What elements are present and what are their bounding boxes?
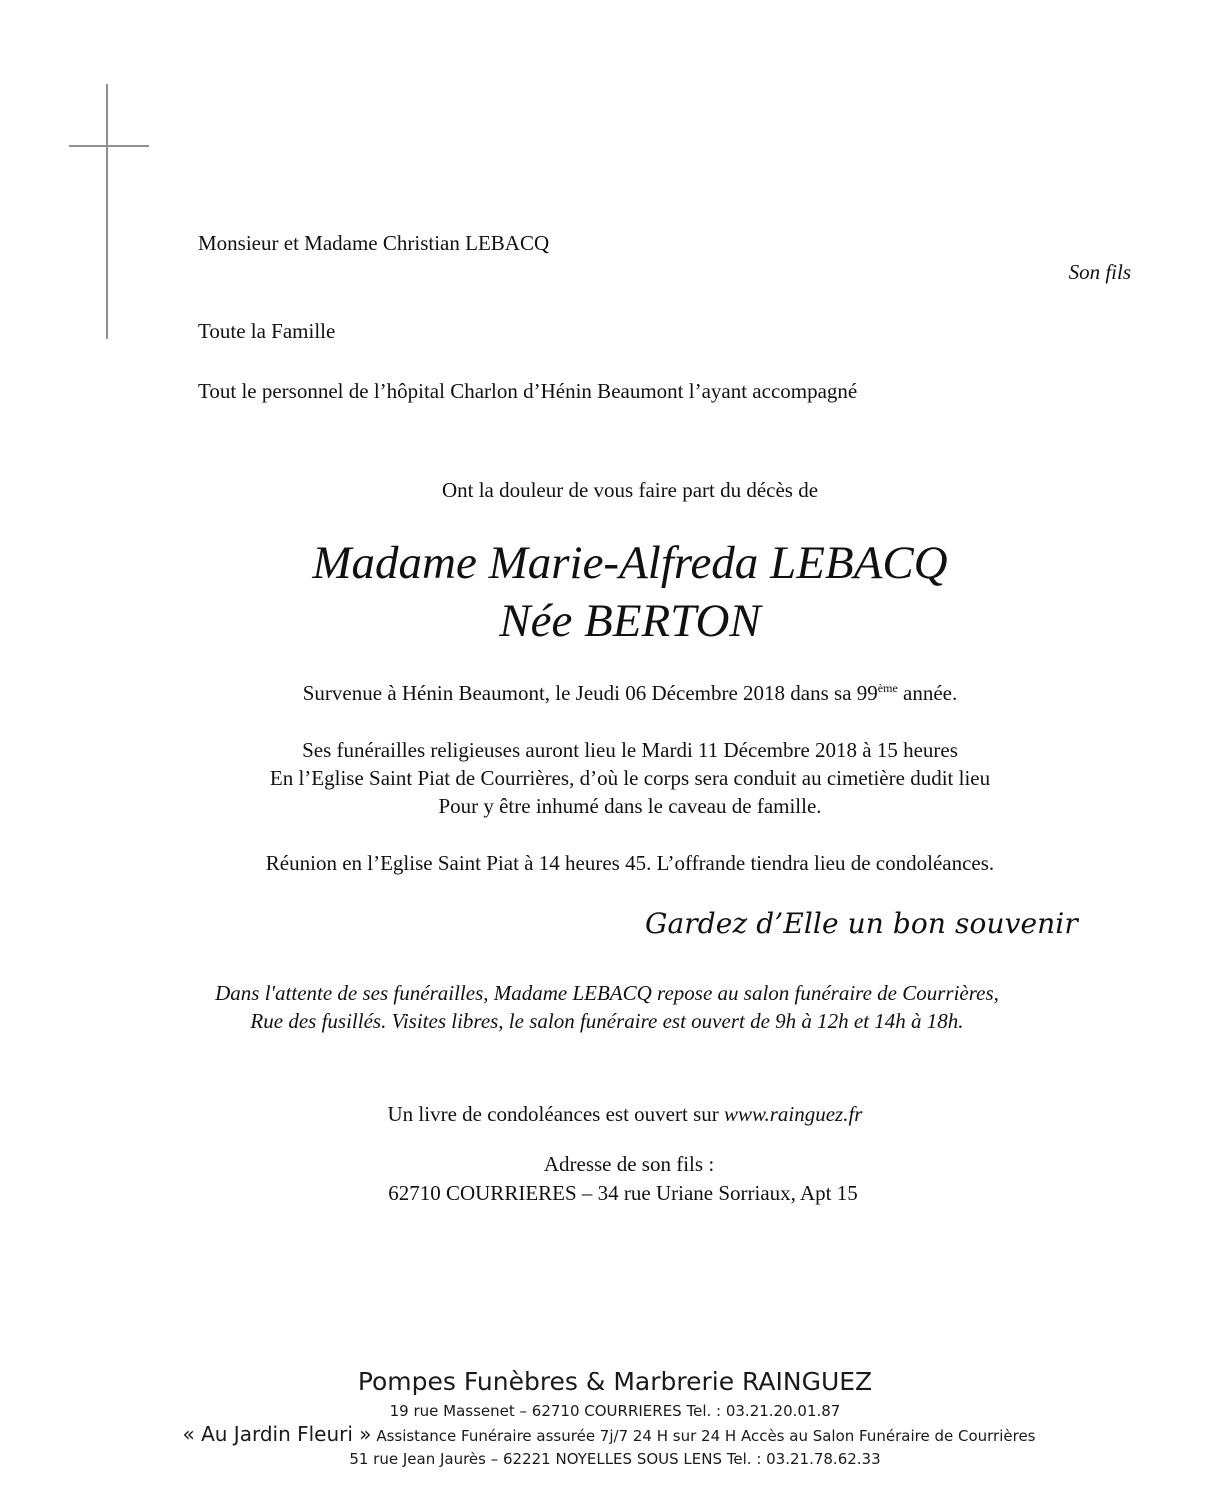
death-details-prefix: Survenue à Hénin Beaumont, le Jeudi 06 Décembre 2018 dans sa 99: [302, 681, 878, 705]
all-family-line: Toute la Famille: [198, 319, 336, 343]
condolences-prefix: Un livre de condoléances est ouvert sur: [387, 1102, 724, 1126]
death-details-suffix: année.: [897, 681, 958, 705]
visitation-line-2: Rue des fusillés. Visites libres, le salon funéraire est ouvert de 9h à 12h et 14h à 18h.: [250, 1009, 964, 1033]
maiden-name: Née BERTON: [499, 595, 761, 647]
meeting-line: Réunion en l’Eglise Saint Piat à 14 heures 45. L’offrande tiendra lieu de condoléances.: [265, 851, 995, 875]
jardin-fleuri-label: « Au Jardin Fleuri »: [182, 1422, 372, 1446]
deceased-name: Madame Marie-Alfreda LEBACQ: [312, 537, 948, 589]
condolences-website: www.rainguez.fr: [724, 1102, 863, 1126]
family-role: Son fils: [1068, 260, 1131, 284]
condolences-line: [18, 1101, 1214, 1127]
funeral-line-2: En l’Eglise Saint Piat de Courrières, d’où le corps sera conduit au cimetière dudit lieu: [269, 766, 991, 790]
cross-horizontal-line: [69, 145, 149, 147]
funeral-home-address-1: 19 rue Massenet – 62710 COURRIERES Tel. : 03.21.20.01.87: [389, 1402, 841, 1420]
funeral-home-company: Pompes Funèbres & Marbrerie RAINGUEZ: [357, 1367, 873, 1396]
death-details-line: [0, 680, 1214, 706]
visitation-line-1: Dans l'attente de ses funérailles, Madame LEBACQ repose au salon funéraire de Courrières,: [215, 981, 999, 1005]
cross-vertical-line: [106, 84, 108, 339]
funeral-line-3: Pour y être inhumé dans le caveau de famille.: [438, 794, 822, 818]
funeral-home-address-2: 51 rue Jean Jaurès – 62221 NOYELLES SOUS LENS Tel. : 03.21.78.62.33: [349, 1450, 881, 1468]
address-label: Adresse de son fils :: [543, 1152, 715, 1176]
memory-phrase: Gardez d’Elle un bon souvenir: [645, 907, 1078, 940]
funeral-home-services: Assistance Funéraire assurée 7j/7 24 H sur 24 H Accès au Salon Funéraire de Courrières: [376, 1427, 1036, 1445]
hospital-staff-line: Tout le personnel de l’hôpital Charlon d’Hénin Beaumont l’ayant accompagné: [198, 379, 858, 403]
funeral-line-1: Ses funérailles religieuses auront lieu le Mardi 11 Décembre 2018 à 15 heures: [302, 738, 958, 762]
family-line: Monsieur et Madame Christian LEBACQ: [198, 231, 550, 255]
announcement-intro: Ont la douleur de vous faire part du décès de: [441, 478, 819, 502]
death-details-superscript: ème: [877, 681, 898, 695]
address-value: 62710 COURRIERES – 34 rue Uriane Sorriaux, Apt 15: [388, 1181, 858, 1205]
funeral-home-services-line: [2, 1424, 1214, 1446]
